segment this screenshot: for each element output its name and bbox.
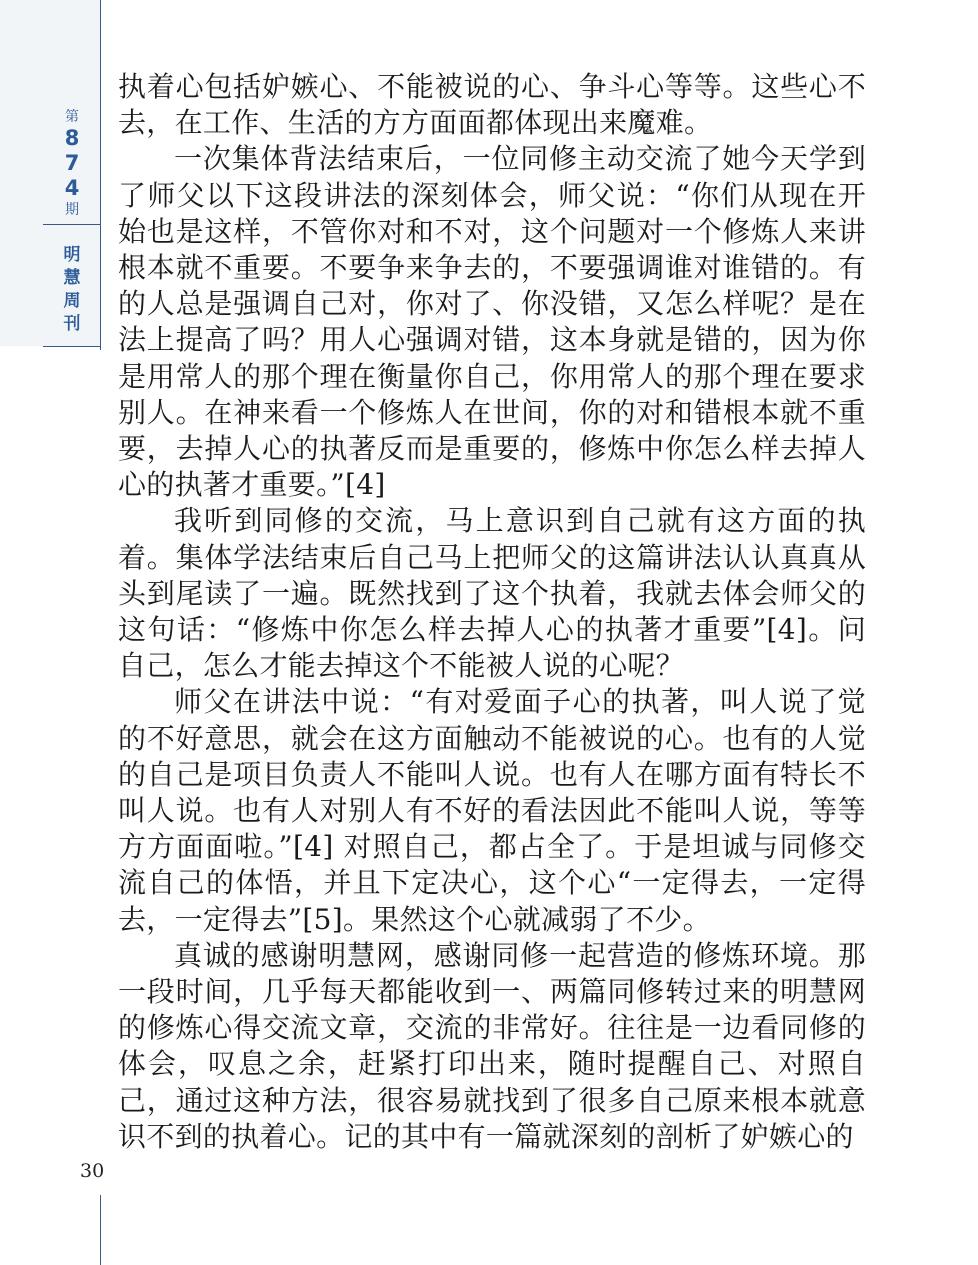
issue-digit: 4 — [64, 176, 80, 200]
article-body — [118, 69, 866, 1155]
sidebar-divider-lower — [43, 346, 101, 347]
issue-prefix: 第 — [65, 109, 79, 125]
paragraph: 一次集体背法结束后，一位同修主动交流了她今天学到了师父以下这段讲法的深刻体会，师父说：“你们从现在开始也是这样，不管你对和不对，这个问题对一个修炼人来讲根本就不重要。不要争来争去的，不要强调谁对谁错的。有的人总是强调自己对，你对了、你没错，又怎么样呢？是在法上提高了吗？用人心强调对错，这本身就是错的，因为你是用常人的那个理在衡量你自己，你用常人的那个理在要求别人。在神来看一个修炼人在世间，你的对和错根本就不重要，去掉人心的执著反而是重要的，修炼中你怎么样去掉人心的执著才重要。”[4] — [118, 142, 866, 502]
issue-digit: 7 — [64, 151, 80, 175]
issue-number-label — [43, 108, 101, 219]
magazine-title-char: 明 — [63, 245, 81, 265]
magazine-title-char: 刊 — [63, 314, 81, 334]
page-number: 30 — [80, 1160, 105, 1182]
paragraph: 执着心包括妒嫉心、不能被说的心、争斗心等等。这些心不去，在工作、生活的方方面面都体现出来魔难。 — [118, 70, 866, 140]
sidebar-vertical-rule-bottom — [100, 1195, 101, 1265]
paragraph: 师父在讲法中说：“有对爱面子心的执著，叫人说了觉的不好意思，就会在这方面触动不能被说的心。也有的人觉的自己是项目负责人不能叫人说。也有人在哪方面有特长不叫人说。也有人对别人有不好的看法因此不能叫人说，等等方方面面啦。”[4] 对照自己，都占全了。于是坦诚与同修交流自己的体悟，并且下定决心，这个心“一定得去，一定得去，一定得去”[5]。果然这个心就减弱了不少。 — [118, 685, 866, 936]
issue-digit: 8 — [64, 126, 80, 150]
paragraph: 真诚的感谢明慧网，感谢同修一起营造的修炼环境。那一段时间，几乎每天都能收到一、两篇同修转过来的明慧网的修炼心得交流文章，交流的非常好。往往是一边看同修的体会，叹息之余，赶紧打印出来，随时提醒自己、对照自己，通过这种方法，很容易就找到了很多自己原来根本就意识不到的执着心。记的其中有一篇就深刻的剖析了妒嫉心的 — [118, 938, 866, 1153]
magazine-title — [43, 244, 101, 336]
paragraph: 我听到同修的交流，马上意识到自己就有这方面的执着。集体学法结束后自己马上把师父的这篇讲法认认真真从头到尾读了一遍。既然找到了这个执着，我就去体会师父的这句话：“修炼中你怎么样去掉人心的执著才重要”[4]。问自己，怎么才能去掉这个不能被人说的心呢？ — [118, 504, 866, 683]
sidebar-divider-upper — [43, 224, 101, 225]
issue-suffix: 期 — [65, 202, 79, 218]
magazine-title-char: 周 — [63, 291, 81, 311]
magazine-title-char: 慧 — [63, 268, 81, 288]
